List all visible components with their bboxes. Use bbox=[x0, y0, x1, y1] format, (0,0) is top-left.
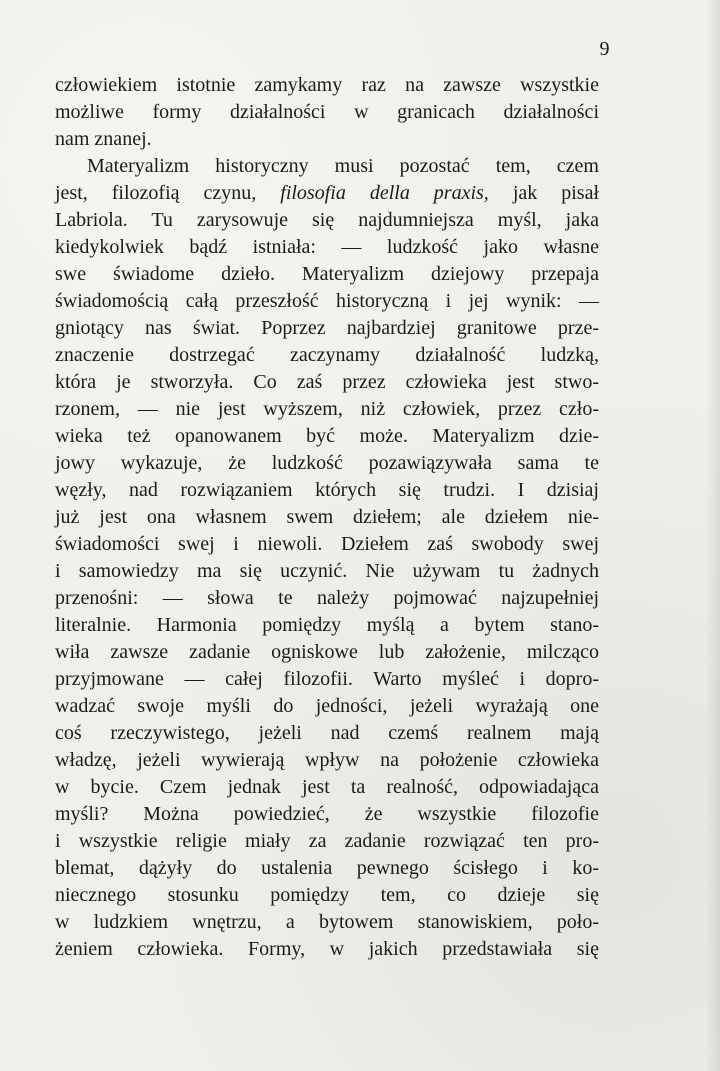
page-number: 9 bbox=[599, 38, 610, 60]
text-line: możliwe formy działalności w granicach działalności bbox=[55, 101, 599, 123]
text-line: blemat, dążyły do ustalenia pewnego ścisłego i ko- bbox=[55, 857, 599, 879]
text-line: i samowiedzy ma się uczynić. Nie używam tu żadnych bbox=[55, 560, 599, 582]
text-line: w bycie. Czem jednak jest ta realność, odpowiadająca bbox=[55, 776, 599, 798]
text-line: znaczenie dostrzegać zaczynamy działalność ludzką, bbox=[55, 344, 599, 366]
text-fragment: jest, filozofią czynu, bbox=[55, 182, 257, 204]
text-line: literalnie. Harmonia pomiędzy myślą a bytem stano- bbox=[55, 614, 599, 636]
text-line: która je stworzyła. Co zaś przez człowieka jest stwo- bbox=[55, 371, 599, 393]
text-line: myśli? Można powiedzieć, że wszystkie filozofie bbox=[55, 803, 599, 825]
text-line: węzły, nad rozwiązaniem których się trudzi. I dzisiaj bbox=[55, 479, 599, 501]
text-line: świadomości swej i niewoli. Dziełem zaś swobody swej bbox=[55, 533, 599, 555]
italic-phrase: filosofia della praxis, bbox=[280, 182, 489, 204]
text-line: nam znanej. bbox=[55, 128, 152, 150]
text-line: swe świadome dzieło. Materyalizm dziejowy przepaja bbox=[55, 263, 599, 285]
text-line: kiedykolwiek bądź istniała: — ludzkość jako własne bbox=[55, 236, 599, 258]
text-line-mixed bbox=[55, 180, 599, 207]
text-line: coś rzeczywistego, jeżeli nad czemś realnem mają bbox=[55, 722, 599, 744]
text-line: jowy wykazuje, że ludzkość pozawiązywała sama te bbox=[55, 452, 599, 474]
body-text bbox=[55, 72, 599, 963]
text-line: i wszystkie religie miały za zadanie rozwiązać ten pro- bbox=[55, 830, 599, 852]
text-line: wadzać swoje myśli do jedności, jeżeli wyrażają one bbox=[55, 695, 599, 717]
text-line: przenośni: — słowa te należy pojmować najzupełniej bbox=[55, 587, 599, 609]
text-line: świadomością całą przeszłość historyczną i jej wynik: — bbox=[55, 290, 599, 312]
text-line: wieka też opanowanem być może. Materyalizm dzie- bbox=[55, 425, 599, 447]
text-line: gniotący nas świat. Poprzez najbardziej granitowe prze- bbox=[55, 317, 599, 339]
text-line: w ludzkiem wnętrzu, a bytowem stanowiskiem, poło- bbox=[55, 911, 599, 933]
page-edge-shadow bbox=[706, 0, 720, 1071]
text-line: przyjmowane — całej filozofii. Warto myśleć i dopro- bbox=[55, 668, 599, 690]
text-line: wiła zawsze zadanie ogniskowe lub założenie, milcząco bbox=[55, 641, 599, 663]
text-line: Materyalizm historyczny musi pozostać tem, czem bbox=[87, 155, 599, 177]
text-line: niecznego stosunku pomiędzy tem, co dzieje się bbox=[55, 884, 599, 906]
text-line: Labriola. Tu zarysowuje się najdumniejsza myśl, jaka bbox=[55, 209, 599, 231]
text-line: żeniem człowieka. Formy, w jakich przedstawiała się bbox=[55, 938, 599, 960]
text-fragment: jak pisał bbox=[512, 182, 600, 204]
text-line: już jest ona własnem swem dziełem; ale dziełem nie- bbox=[55, 506, 599, 528]
text-line: człowiekiem istotnie zamykamy raz na zawsze wszystkie bbox=[55, 74, 599, 96]
text-line: władzę, jeżeli wywierają wpływ na położenie człowieka bbox=[55, 749, 599, 771]
text-line: rzonem, — nie jest wyższem, niż człowiek, przez czło- bbox=[55, 398, 599, 420]
